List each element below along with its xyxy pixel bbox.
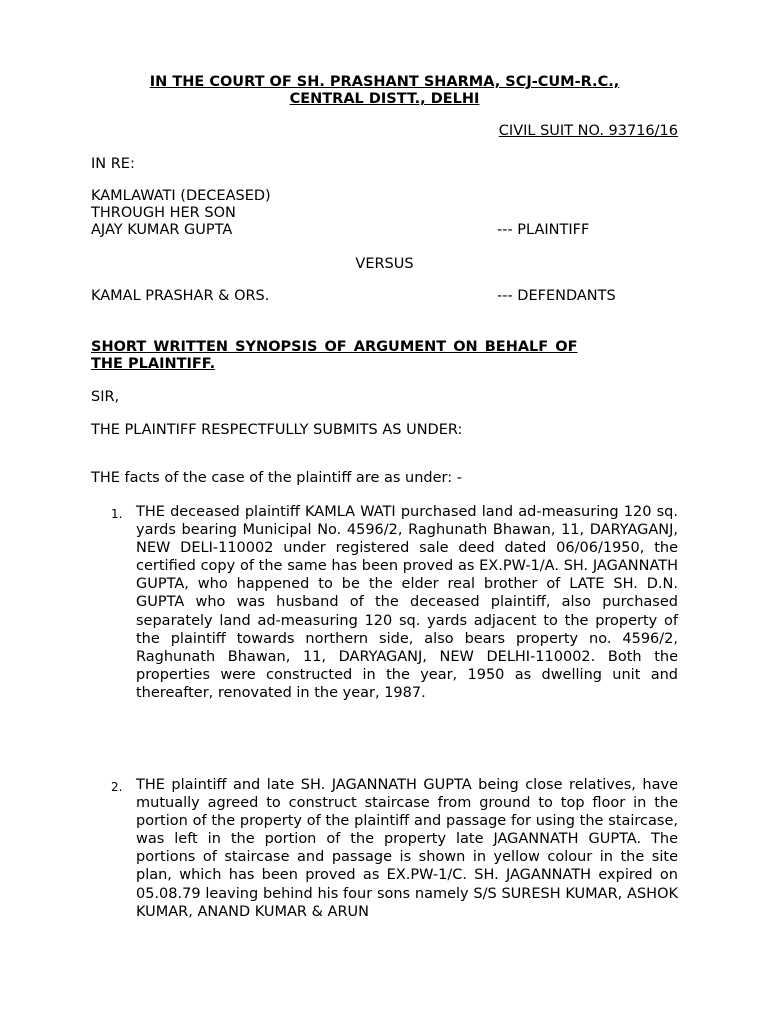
in-re-label: IN RE:: [91, 156, 135, 172]
synopsis-title-line-1: SHORT WRITTEN SYNOPSIS OF ARGUMENT ON BEHALF OF: [91, 339, 578, 355]
synopsis-title-line-2: THE PLAINTIFF.: [91, 356, 216, 372]
plaintiff-son-name: AJAY KUMAR GUPTA: [91, 222, 233, 238]
court-heading-line-1: IN THE COURT OF SH. PRASHANT SHARMA, SCJ-CUM-R.C.,: [149, 74, 620, 90]
paragraph-text: THE deceased plaintiff KAMLA WATI purchased land ad-measuring 120 sq. yards bearing Municipal No. 4596/2, Raghunath Bhawan, 11, DARYAGANJ, NEW DELI-110002 under registered sale deed dated 06/06/1950, the certified copy of the same has been proved as EX.PW-1/A. SH. JAGANNATH GUPTA, who happened to be the elder real brother of LATE SH. D.N. GUPTA who was husband of the deceased plaintiff, also purchased separately land ad-measuring 120 sq. yards adjacent to the property of the plaintiff towards northern side, also bears property no. 4596/2, Raghunath Bhawan, 11, DARYAGANJ, NEW DELHI-110002. Both the properties were constructed in the year, 1950 as dwelling unit and thereafter, renovated in the year, 1987.: [136, 504, 678, 701]
paragraph-text: THE plaintiff and late SH. JAGANNATH GUPTA being close relatives, have mutually agreed to construct staircase from ground to top floor in the portion of the property of the plaintiff and passage for using the staircase, was left in the portion of the property late JAGANNATH GUPTA. The portions of staircase and passage is shown in yellow colour in the site plan, which has been proved as EX.PW-1/C. SH. JAGANNATH expired on 05.08.79 leaving behind his four sons namely S/S SURESH KUMAR, ASHOK KUMAR, ANAND KUMAR & ARUN: [136, 777, 678, 920]
court-heading-line-2: CENTRAL DISTT., DELHI: [289, 91, 480, 107]
salutation: SIR,: [91, 389, 120, 405]
versus-label: VERSUS: [355, 256, 414, 272]
plaintiff-through: THROUGH HER SON: [91, 205, 236, 221]
plaintiff-role: --- PLAINTIFF: [497, 222, 590, 238]
paragraph-number: 1.: [111, 507, 123, 521]
facts-intro: THE facts of the case of the plaintiff are as under: -: [91, 470, 462, 486]
paragraph-number: 2.: [111, 780, 123, 794]
submission-statement: THE PLAINTIFF RESPECTFULLY SUBMITS AS UNDER:: [91, 422, 463, 438]
defendant-role: --- DEFENDANTS: [497, 288, 616, 304]
defendant-name: KAMAL PRASHAR & ORS.: [91, 288, 270, 304]
plaintiff-name: KAMLAWATI (DECEASED): [91, 188, 271, 204]
civil-suit-number: CIVIL SUIT NO. 93716/16: [498, 123, 678, 139]
